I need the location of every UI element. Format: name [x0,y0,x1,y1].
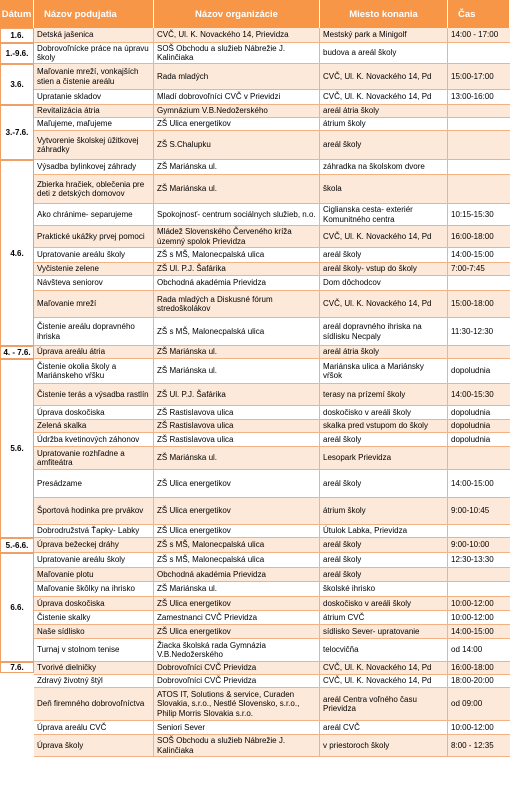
organization-cell: Dobrovoľníci CVČ Prievidza [154,675,320,687]
organization-cell: Obchodná akadémia Prievidza [154,276,320,290]
place-cell: CVČ, Ul. K. Novackého 14, Pd [320,64,448,89]
activity-cell: Úprava areálu CVČ [34,721,154,734]
time-cell: 10:00-12:00 [451,598,494,608]
activity-cell: Výsadba bylinkovej záhrady [34,160,154,174]
table-row [34,346,510,359]
time-cell: 14:00-15:00 [451,250,494,260]
place-cell: areál školy [320,433,448,446]
time-cell: 8:00 - 12:35 [451,740,494,750]
table-row [34,263,510,276]
organization-cell: Zamestnanci CVČ Prievidza [154,611,320,624]
table-row [34,160,510,175]
organization-cell: ZŠ Ulica energetikov [154,118,320,130]
activity-cell: Športová hodinka pre prvákov [34,498,154,524]
activity-cell: Tvorivé dielničky [34,662,154,674]
time-cell [448,175,510,203]
table-row [34,318,510,346]
activity-cell: Zdravý životný štýl [34,675,154,687]
table-row [34,525,510,538]
header-activity: Názov podujatia [34,0,154,28]
activity-cell: Úprava areálu átria [34,346,154,358]
place-cell: škola [320,175,448,203]
activity-cell: Presádzame [34,470,154,497]
place-cell: átrium školy [320,498,448,524]
time-cell [448,447,510,469]
activity-cell: Dobrovoľnícke práce na úpravu školy [34,43,154,63]
table-row [34,721,510,735]
organization-cell: SOŠ Obchodu a služieb Nábrežie J. Kalinčiaka [154,735,320,756]
activity-cell: Maľovanie škôlky na ihrisko [34,582,154,596]
table-row [34,90,510,105]
date-cell: 1.6. [0,28,34,43]
activity-cell: Úprava doskočiska [34,597,154,610]
date-cell: 4. - 7.6. [0,346,34,359]
place-cell: sídlisko Sever- upratovanie [320,625,448,638]
time-cell: 10:00-12:00 [451,612,494,622]
place-cell: areál dopravného ihriska na sídlisku Necpaly [320,318,448,345]
organization-cell: ZŠ S.Chalupku [154,131,320,159]
place-cell: areál školy [320,538,448,552]
activity-cell: Turnaj v stolnom tenise [34,639,154,661]
organization-cell: Mladí dobrovoľníci CVČ v Prievidzi [154,90,320,104]
place-cell: CVČ, Ul. K. Novackého 14, Pd [320,291,448,317]
organization-cell: Dobrovoľníci CVČ Prievidza [154,662,320,674]
time-cell [448,346,510,358]
activity-cell: Upratovanie rozhľadne a amfiteátra [34,447,154,469]
table-row [34,433,510,447]
time-cell: 16:00-18:00 [451,663,494,673]
table-row [34,625,510,639]
organization-cell: ZŠ Mariánska ul. [154,160,320,174]
activity-cell: Dobrodružstvá Ťapky- Labky [34,525,154,537]
place-cell: doskočisko v areáli školy [320,406,448,419]
activity-cell: Praktické ukážky prvej pomoci [34,226,154,247]
table-row [34,662,510,675]
table-row [34,582,510,597]
table-row [34,384,510,406]
time-cell [448,118,510,130]
organization-cell: ZŠ Ulica energetikov [154,470,320,497]
activity-cell: Zelená skalka [34,420,154,432]
time-cell [448,276,510,290]
activity-cell: Upratovanie areálu školy [34,248,154,262]
organization-cell: ZŠ Mariánska ul. [154,582,320,596]
time-cell: 18:00-20:00 [451,676,494,686]
activity-cell: Deň firemného dobrovoľníctva [34,688,154,720]
header-date: Dátum [0,0,34,28]
activity-cell: Upratanie skladov [34,90,154,104]
activity-cell: Vytvorenie školskej úžitkovej záhradky [34,131,154,159]
activity-cell: Čistenie areálu dopravného ihriska [34,318,154,345]
table-row [34,447,510,470]
table-row [34,735,510,757]
time-cell [448,131,510,159]
place-cell: Lesopark Prievidza [320,447,448,469]
organization-cell: ZŠ Ul. P.J. Šafárika [154,263,320,275]
time-cell: od 09:00 [451,699,483,709]
activity-cell: Zbierka hračiek, oblečenia pre deti z detských domovov [34,175,154,203]
table-row [34,553,510,568]
organization-cell: ZŠ s MŠ, Malonecpalská ulica [154,538,320,552]
table-row [34,28,510,43]
header-organization: Názov organizácie [154,0,320,28]
place-cell: átrium školy [320,118,448,130]
table-row [34,406,510,420]
table-row [34,420,510,433]
activity-cell: Vyčistenie zelene [34,263,154,275]
activity-cell: Údržba kvetinových záhonov [34,433,154,446]
date-cell: 7.6. [0,662,34,673]
place-cell: átrium CVČ [320,611,448,624]
place-cell: areál CVČ [320,721,448,734]
date-cell: 5.-6.6. [0,538,34,553]
organization-cell: ZŠ Ul. P.J. Šafárika [154,384,320,405]
activity-cell: Maľovanie mreží [34,291,154,317]
activity-cell: Revitalizácia átria [34,105,154,117]
place-cell: školské ihrisko [320,582,448,596]
organization-cell: CVČ, Ul. K. Novackého 14, Prievidza [154,28,320,42]
time-cell [448,525,510,537]
organization-cell: ZŠ s MŠ, Malonecpalská ulica [154,318,320,345]
activity-cell: Úprava školy [34,735,154,756]
place-cell: telocvičňa [320,639,448,661]
organization-cell: SOŠ Obchodu a služieb Nábrežie J. Kalinčiaka [154,43,320,63]
activity-cell: Návšteva seniorov [34,276,154,290]
place-cell: CVČ, Ul. K. Novackého 14, Pd [320,662,448,674]
organization-cell: Gymnázium V.B.Nedožerského [154,105,320,117]
activity-cell: Maľovanie mreží, vonkajších stien a čistenie areálu [34,64,154,89]
organization-cell: ZŠ Mariánska ul. [154,359,320,383]
organization-cell: Rada mladých [154,64,320,89]
place-cell: budova a areál školy [320,43,448,63]
time-cell: 9:00-10:45 [451,506,490,516]
place-cell: areál školy [320,470,448,497]
date-cell: 4.6. [0,160,34,346]
place-cell: CVČ, Ul. K. Novackého 14, Pd [320,90,448,104]
time-cell: 10:00-12:00 [451,722,494,732]
place-cell: areál školy- vstup do školy [320,263,448,275]
organization-cell: ZŠ s MŠ, Malonecpalská ulica [154,553,320,567]
time-cell [448,582,510,596]
place-cell: Útulok Labka, Prievidza [320,525,448,537]
place-cell: Mariánska ulica a Mariánsky vŕšok [320,359,448,383]
activity-cell: Detská jašenica [34,28,154,42]
header-time: Čas [448,0,510,28]
time-cell: 15:00-18:00 [451,299,494,309]
organization-cell: Obchodná akadémia Prievidza [154,568,320,581]
time-cell: 13:00-16:00 [451,92,494,102]
table-row [34,276,510,291]
date-cell: 3.6. [0,64,34,105]
place-cell: Mestský park a Minigolf [320,28,448,42]
table-row [34,118,510,131]
organization-cell: ZŠ Mariánska ul. [154,346,320,358]
organization-cell: ZŠ Mariánska ul. [154,175,320,203]
activity-cell: Úprava bežeckej dráhy [34,538,154,552]
date-cell: 1.-9.6. [0,43,34,64]
place-cell: CVČ, Ul. K. Novackého 14, Pd [320,675,448,687]
table-row [34,639,510,662]
organization-cell: ZŠ Ulica energetikov [154,597,320,610]
activity-cell: Úprava doskočiska [34,406,154,419]
time-cell [448,105,510,117]
organization-cell: Mládež Slovenského Červeného kríža územný spolok Prievidza [154,226,320,247]
time-cell: dopoludnia [451,366,491,376]
time-cell [448,160,510,174]
header-place: Miesto konania [320,0,448,28]
organization-cell: ZŠ Ulica energetikov [154,525,320,537]
table-row [34,64,510,90]
organization-cell: ZŠ Ulica energetikov [154,625,320,638]
table-row [34,226,510,248]
activity-cell: Čistenie skalky [34,611,154,624]
time-cell: 12:30-13:30 [451,555,494,565]
date-cell: 6.6. [0,553,34,662]
organization-cell: Spokojnosť- centrum sociálnych služieb, n.o. [154,204,320,225]
table-row [34,675,510,688]
time-cell: 10:15-15:30 [451,209,494,219]
time-cell: od 14:00 [451,645,483,655]
place-cell: areál školy [320,553,448,567]
table-row [34,43,510,64]
table-row [34,131,510,160]
organization-cell: ZŠ s MŠ, Malonecpalská ulica [154,248,320,262]
place-cell: záhradka na školskom dvore [320,160,448,174]
date-cell: 5.6. [0,359,34,538]
organization-cell: ATOS IT, Solutions & service, Curaden Slovakia, s.r.o., Nestlé Slovensko, s.r.o., Philip Morris Slovakia s.r.o. [154,688,320,720]
place-cell: areál átria školy [320,346,448,358]
place-cell: doskočisko v areáli školy [320,597,448,610]
table-row [34,248,510,263]
table-row [34,175,510,204]
time-cell: dopoludnia [451,434,491,444]
place-cell: skalka pred vstupom do školy [320,420,448,432]
time-cell: 11:30-12:30 [451,326,494,336]
date-cell: 3.-7.6. [0,105,34,160]
table-row [34,538,510,553]
organization-cell: Rada mladých a Diskusné fórum stredoškolákov [154,291,320,317]
time-cell: 7:00-7:45 [451,264,485,274]
place-cell: areál školy [320,131,448,159]
time-cell: 9:00-10:00 [451,540,490,550]
table-row [34,611,510,625]
time-cell: 14:00 - 17:00 [451,30,499,40]
activity-cell: Ako chránime- separujeme [34,204,154,225]
time-cell: 16:00-18:00 [451,231,494,241]
time-cell: 14:00-15:00 [451,478,494,488]
place-cell: terasy na prízemí školy [320,384,448,405]
activity-cell: Upratovanie areálu školy [34,553,154,567]
activity-cell: Maľujeme, maľujeme [34,118,154,130]
table-row [34,291,510,318]
activity-cell: Maľovanie plotu [34,568,154,581]
time-cell: 14:00-15:30 [451,389,494,399]
place-cell: areál Centra voľného času Prievidza [320,688,448,720]
time-cell [448,568,510,581]
place-cell: v priestoroch školy [320,735,448,756]
organization-cell: Žiacka školská rada Gymnázia V.B.Nedožerského [154,639,320,661]
organization-cell: ZŠ Rastislavova ulica [154,406,320,419]
table-row [34,204,510,226]
table-row [34,568,510,582]
table-row [34,688,510,721]
time-cell: dopoludnia [451,421,491,431]
table-row [34,498,510,525]
activity-cell: Čistenie okolia školy a Mariánskeho vŕšku [34,359,154,383]
organization-cell: ZŠ Rastislavova ulica [154,433,320,446]
activity-cell: Naše sídlisko [34,625,154,638]
time-cell: dopoludnia [451,407,491,417]
place-cell: CVČ, Ul. K. Novackého 14, Pd [320,226,448,247]
place-cell: areál školy [320,248,448,262]
organization-cell: ZŠ Mariánska ul. [154,447,320,469]
place-cell: Ciglianska cesta- exteriér Komunitného centra [320,204,448,225]
table-row [34,359,510,384]
activity-cell: Čistenie terás a výsadba rastlín [34,384,154,405]
place-cell: areál átria školy [320,105,448,117]
time-cell: 14:00-15:00 [451,626,494,636]
place-cell: areál školy [320,568,448,581]
table-row [34,105,510,118]
table-row [34,470,510,498]
time-cell: 15:00-17:00 [451,71,494,81]
organization-cell: ZŠ Rastislavova ulica [154,420,320,432]
table-row [34,597,510,611]
place-cell: Dom dôchodcov [320,276,448,290]
time-cell [448,43,510,63]
organization-cell: Seniori Sever [154,721,320,734]
organization-cell: ZŠ Ulica energetikov [154,498,320,524]
